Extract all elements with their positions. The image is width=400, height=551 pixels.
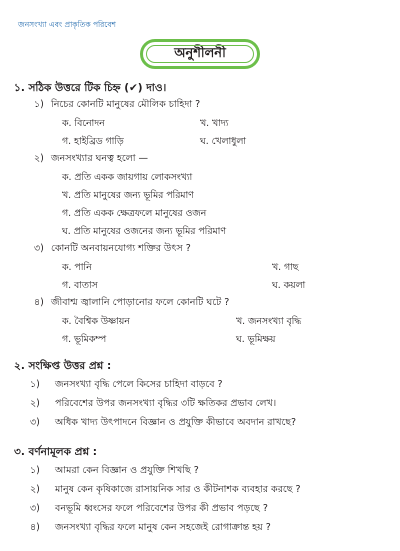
running-head: জনসংখ্যা এবং প্রাকৃতিক পরিবেশ (18, 20, 116, 29)
mcq-option: গ. হাইব্রিড গাড়ি (62, 136, 124, 147)
mcq-option: খ. খাদ্য (200, 118, 229, 129)
question-text: অধিক খাদ্য উৎপাদনে বিজ্ঞান ও প্রযুক্তি কীভাবে অবদান রাখছে? (55, 417, 297, 428)
mcq-option: গ. প্রতি একক ক্ষেত্রফলে মানুষের ওজন (62, 208, 207, 219)
question-number: ৩) (34, 243, 44, 254)
short-question-3 (30, 416, 296, 431)
question-number: ১) (34, 99, 44, 110)
question-text: জনসংখ্যা বৃদ্ধির ফলে মানুষ কেন সহজেই রোগাক্রান্ত হয় ? (55, 522, 271, 533)
question-number: ১) (30, 379, 40, 390)
question-number: ৪) (30, 522, 40, 533)
question-number: ৪) (34, 297, 44, 308)
descriptive-question-4 (30, 521, 271, 536)
mcq-option: ক. বিনোদন (62, 118, 105, 129)
mcq-option: ক. বৈশ্বিক উষ্ণায়ন (62, 316, 130, 327)
descriptive-question-3 (30, 502, 268, 517)
question-text: জীবাশ্ম জ্বালানি পোড়ানোর ফলে কোনটি ঘটে ? (51, 297, 230, 308)
mcq-option: খ. জনসংখ্যা বৃদ্ধি (236, 316, 302, 327)
mcq-option: ক. প্রতি একক জায়গায় লোকসংখ্যা (62, 172, 193, 183)
question-text: কোনটি অনবায়নযোগ্য শক্তির উৎস ? (51, 243, 191, 254)
section-short-answer-heading: ২. সংক্ষিপ্ত উত্তর প্রশ্ন : (14, 360, 112, 372)
descriptive-question-1 (30, 464, 199, 479)
question-text: আমরা কেন বিজ্ঞান ও প্রযুক্তি শিখছি ? (55, 465, 199, 476)
mcq-option: ঘ. খেলাধুলা (200, 136, 246, 147)
mcq-option: ঘ. প্রতি মানুষের ওজনের জন্য ভূমির পরিমাণ (62, 226, 226, 237)
short-question-2 (30, 397, 276, 412)
question-text: জনসংখ্যার ঘনত্ব হলো — (51, 153, 149, 164)
question-text: জনসংখ্যা বৃদ্ধি পেলে কিসের চাহিদা বাড়বে ? (55, 379, 223, 390)
mcq-option: গ. ভূমিকম্প (62, 334, 107, 345)
question-text: পরিবেশের উপর জনসংখ্যা বৃদ্ধির ৩টি ক্ষতিকর প্রভাব লেখ। (55, 398, 277, 409)
question-text: বনভূমি ধ্বংসের ফলে পরিবেশের উপর কী প্রভাব পড়ছে ? (55, 503, 268, 514)
section-descriptive-heading: ৩. বর্ণনামূলক প্রশ্ন : (14, 446, 97, 458)
mcq-question-1 (34, 98, 200, 113)
section-mcq-heading: ১. সঠিক উত্তরে টিক চিহ্ন (✔) দাও। (14, 82, 167, 94)
mcq-option: ঘ. কয়লা (272, 280, 306, 291)
mcq-option: ঘ. ভূমিক্ষয় (236, 334, 276, 345)
question-text: মানুষ কেন কৃষিকাজে রাসায়নিক সার ও কীটনাশক ব্যবহার করছে ? (55, 484, 301, 495)
question-text: নিচের কোনটি মানুষের মৌলিক চাহিদা ? (51, 99, 201, 110)
question-number: ৩) (30, 417, 40, 428)
descriptive-question-2 (30, 483, 301, 498)
mcq-option: খ. প্রতি মানুষের জন্য ভূমির পরিমাণ (62, 190, 194, 201)
exercise-title-box (140, 39, 260, 69)
question-number: ১) (30, 465, 40, 476)
question-number: ২) (34, 153, 44, 164)
question-number: ২) (30, 398, 40, 409)
mcq-question-4 (34, 296, 229, 311)
mcq-option: ক. পানি (62, 262, 92, 273)
exercise-title: অনুশীলনী (174, 45, 226, 61)
question-number: ৩) (30, 503, 40, 514)
short-question-1 (30, 378, 223, 393)
mcq-question-3 (34, 242, 191, 257)
mcq-question-2 (34, 152, 148, 167)
mcq-option: খ. গাছ (272, 262, 299, 273)
mcq-option: গ. বাতাস (62, 280, 98, 291)
question-number: ২) (30, 484, 40, 495)
